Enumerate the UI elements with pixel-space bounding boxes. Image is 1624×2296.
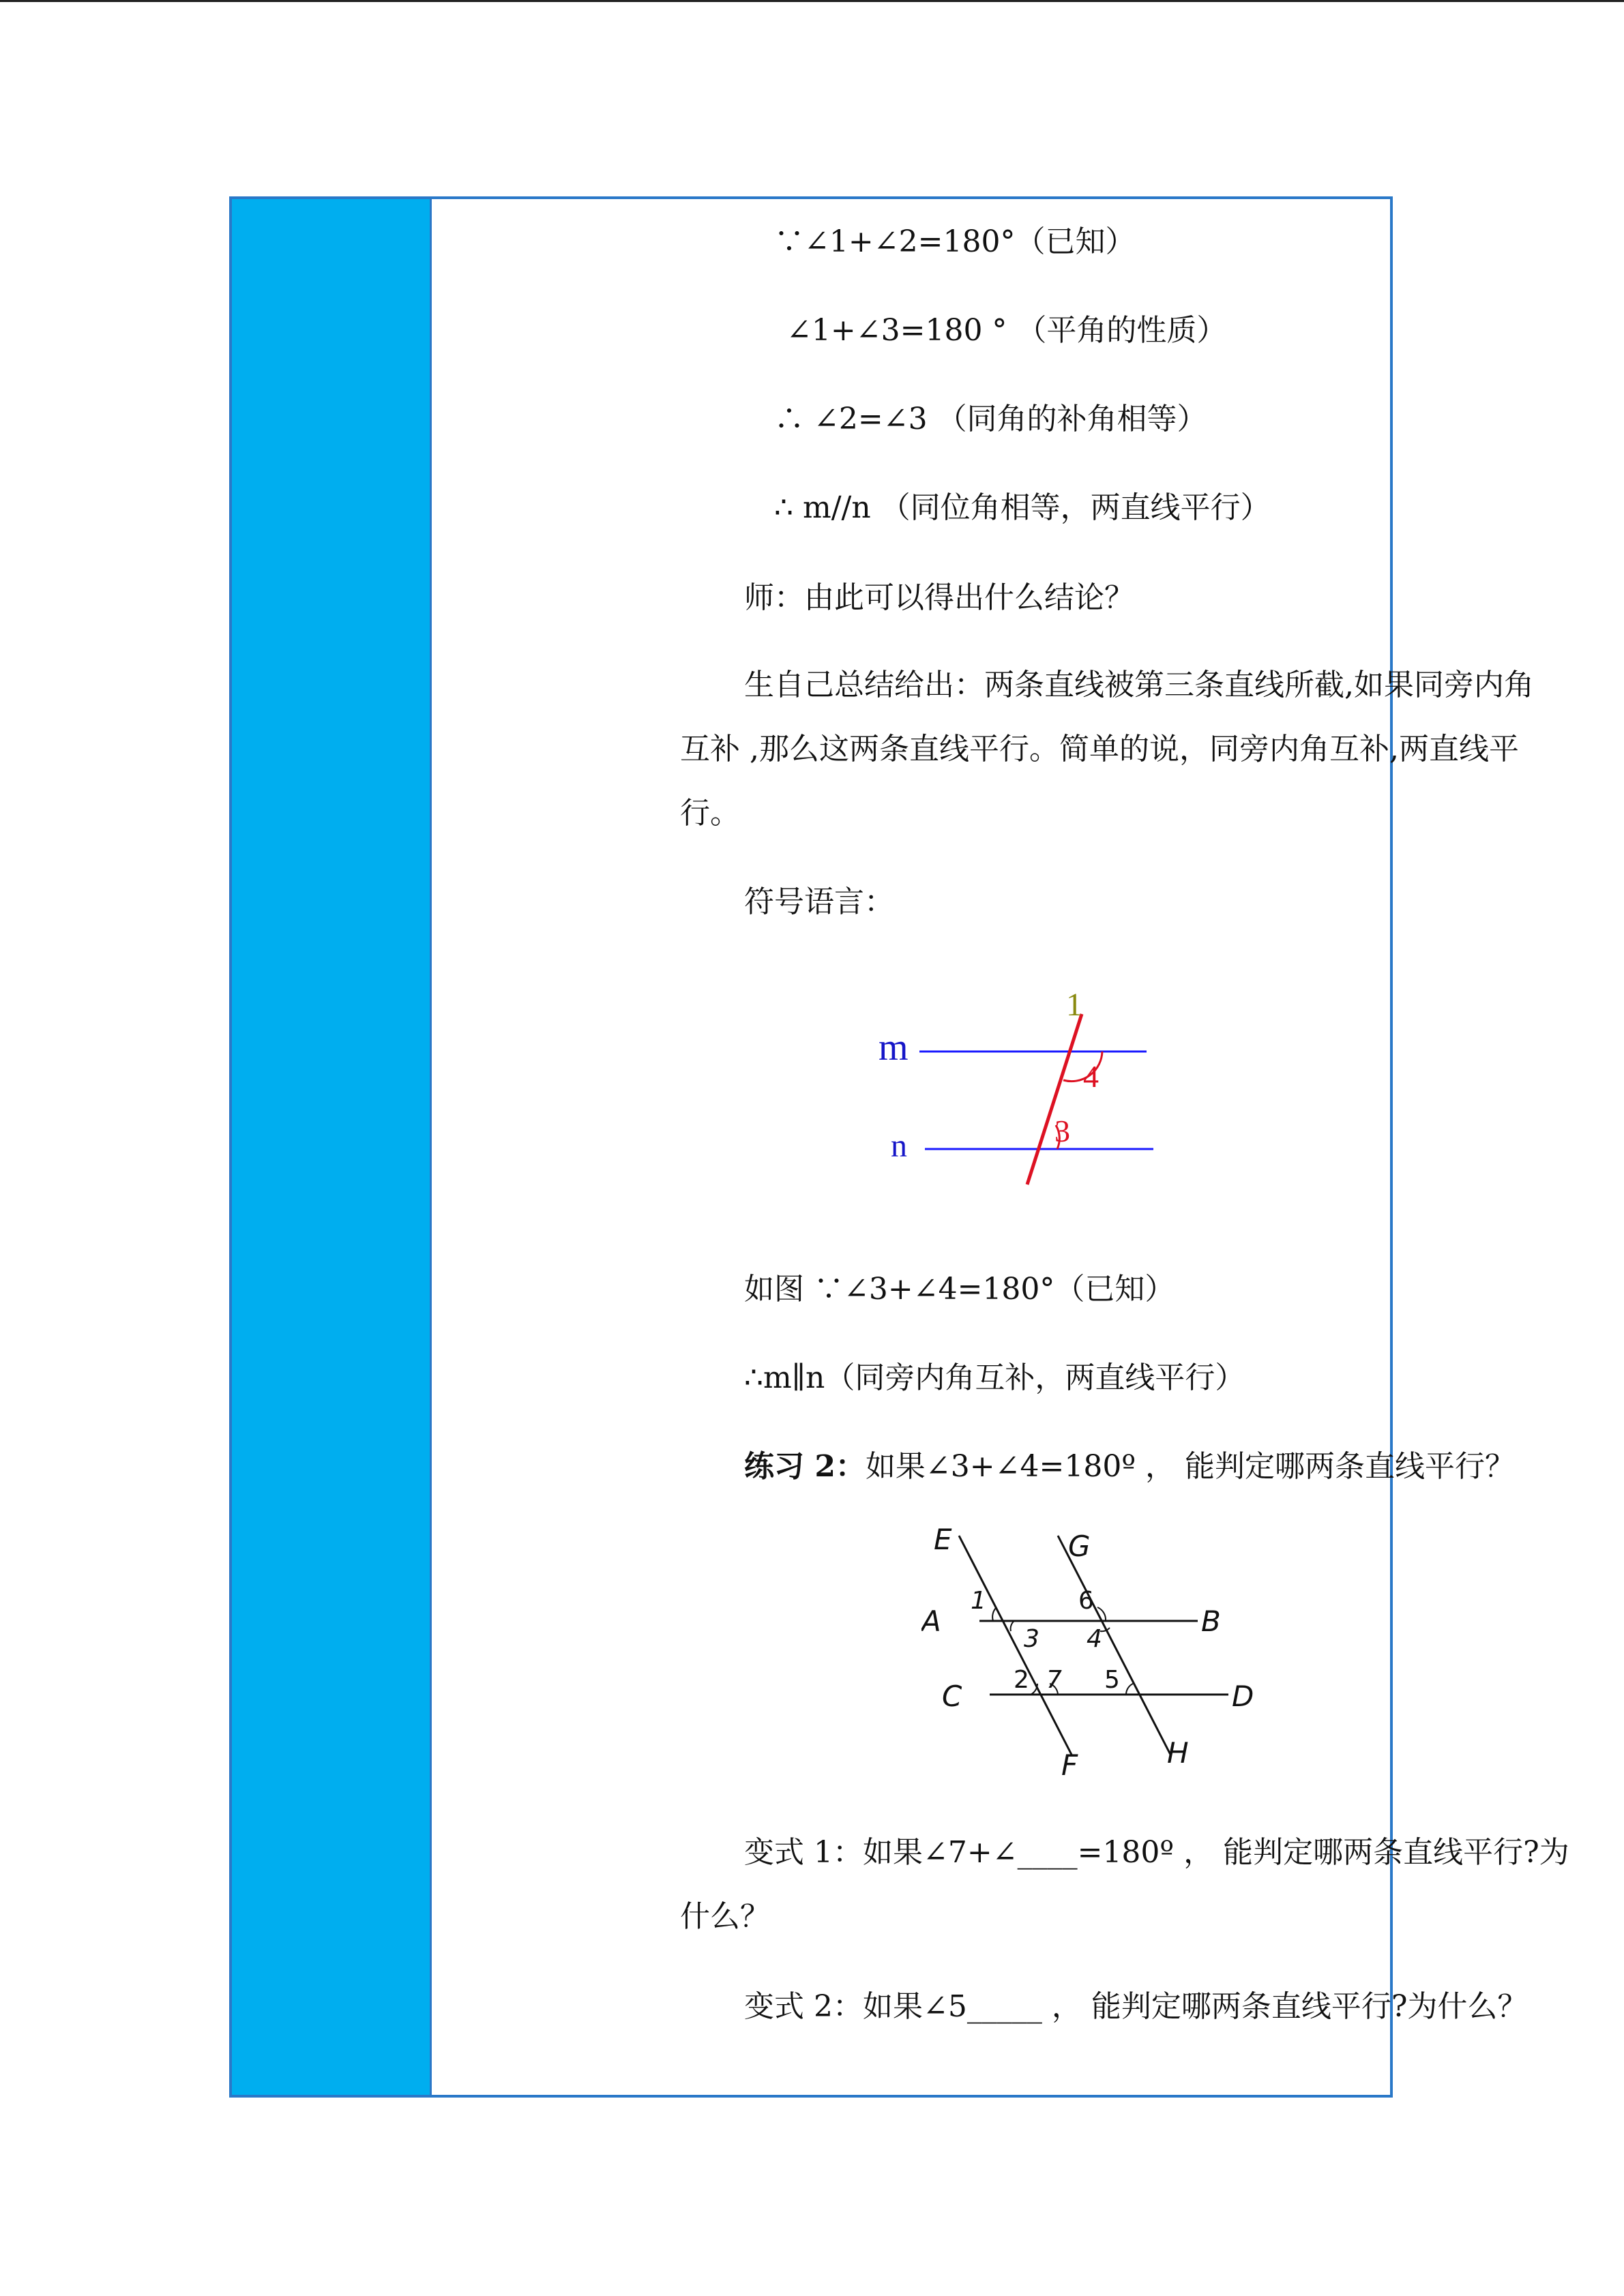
angle-7-label: 7	[1046, 1666, 1062, 1694]
variant-2: 变式 2：如果∠5_____ ， 能判定哪两条直线平行?为什么？	[744, 1989, 1528, 2024]
point-e-label: E	[934, 1525, 952, 1556]
proof-line-1: ∵∠1+∠2=180°（已知）	[774, 224, 1136, 259]
angle-3-arc	[1011, 1621, 1014, 1631]
proof-line-3: ∴ ∠2=∠3 （同角的补角相等）	[774, 402, 1207, 436]
point-b-label: B	[1201, 1605, 1221, 1638]
point-g-label: G	[1068, 1530, 1091, 1563]
exercise-2	[744, 1448, 1515, 1485]
label-3: 3	[1054, 1114, 1070, 1148]
label-n: n	[891, 1128, 907, 1164]
symbol-language-heading: 符号语言：	[744, 884, 894, 919]
angle-5-arc	[1126, 1684, 1133, 1695]
point-c-label: C	[942, 1680, 962, 1713]
line-gh	[1058, 1536, 1170, 1755]
top-rule	[0, 0, 1624, 2]
student-summary-line-3: 行。	[680, 796, 740, 831]
teacher-question: 师：由此可以得出什么结论？	[744, 580, 1134, 615]
parallel-lines-figure	[879, 983, 1165, 1188]
student-summary-line-2: 互补 ,那么这两条直线平行。简单的说，同旁内角互补,两直线平	[680, 732, 1519, 766]
angle-2-label: 2	[1014, 1666, 1029, 1694]
point-d-label: D	[1232, 1680, 1254, 1713]
sidebar-column	[232, 199, 432, 2095]
variant-1-line-1: 变式 1：如果∠7+∠____=180º ， 能判定哪两条直线平行?为	[744, 1835, 1569, 1870]
given-statement: 如图 ∵∠3+∠4=180°（已知）	[744, 1272, 1175, 1307]
exercise-2-label: 练习 2：	[744, 1449, 866, 1484]
label-m: m	[879, 1026, 909, 1069]
conclusion-statement: ∴m∥n（同旁内角互补，两直线平行）	[744, 1360, 1245, 1395]
transversal-line	[1027, 1014, 1082, 1184]
angle-6-label: 6	[1078, 1587, 1094, 1615]
angle-5-label: 5	[1104, 1666, 1120, 1694]
point-f-label: F	[1061, 1748, 1078, 1782]
lesson-frame	[229, 196, 1569, 2098]
angle-4-label: 4	[1087, 1625, 1102, 1653]
exercise-2-text: 如果∠3+∠4=180º ， 能判定哪两条直线平行？	[865, 1449, 1516, 1484]
point-a-label: A	[921, 1605, 941, 1638]
proof-line-4: ∴ m//n （同位角相等，两直线平行）	[774, 490, 1271, 525]
variant-1-line-2: 什么？	[680, 1899, 770, 1934]
point-h-label: H	[1167, 1736, 1189, 1770]
proof-line-2: ∠1+∠3=180 ° （平角的性质）	[786, 313, 1227, 348]
angle-1-label: 1	[971, 1587, 986, 1615]
student-summary-line-1: 生自己总结给出：两条直线被第三条直线所截,如果同旁内角	[744, 668, 1534, 702]
angle-3-label: 3	[1024, 1625, 1039, 1653]
line-ef	[959, 1536, 1072, 1755]
content-column	[432, 199, 1569, 2095]
label-4: 4	[1083, 1059, 1099, 1094]
angle-figure-2	[921, 1525, 1276, 1785]
label-1: 1	[1066, 987, 1082, 1023]
